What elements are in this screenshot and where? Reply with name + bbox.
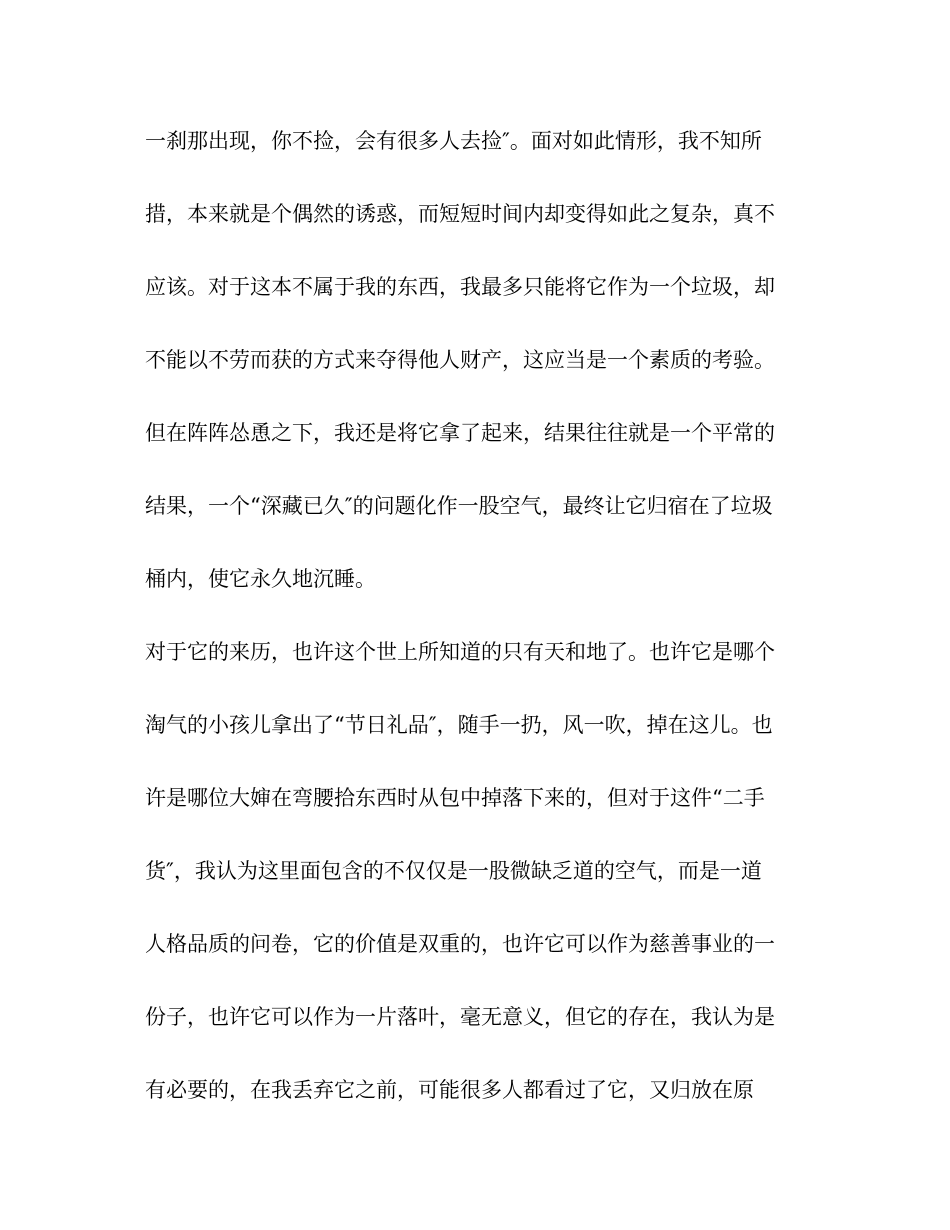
text-line: 淘气的小孩儿拿出了“节日礼品″，随手一扔，风一吹，掉在这儿。也 bbox=[145, 713, 773, 737]
text-line: 许是哪位大婶在弯腰拾东西时从包中掉落下来的，但对于这件“二手 bbox=[145, 786, 765, 810]
text-line: 一刹那出现，你不捡，会有很多人去捡″。面对如此情形，我不知所 bbox=[145, 129, 762, 153]
text-line: 桶内，使它永久地沉睡。 bbox=[145, 567, 376, 591]
text-line: 有必要的，在我丢弃它之前，可能很多人都看过了它，又归放在原 bbox=[145, 1078, 754, 1102]
text-line: 货″，我认为这里面包含的不仅仅是一股微缺乏道的空气，而是一道 bbox=[145, 859, 762, 883]
text-line: 应该。对于这本不属于我的东西，我最多只能将它作为一个垃圾，却 bbox=[145, 275, 775, 299]
text-line: 不能以不劳而获的方式来夺得他人财产，这应当是一个素质的考验。 bbox=[145, 348, 775, 372]
text-line: 但在阵阵怂恿之下，我还是将它拿了起来，结果往往就是一个平常的 bbox=[145, 421, 775, 445]
text-line: 人格品质的问卷，它的价值是双重的，也许它可以作为慈善事业的一 bbox=[145, 932, 775, 956]
text-line: 措，本来就是个偶然的诱惑，而短短时间内却变得如此之复杂，真不 bbox=[145, 202, 775, 226]
text-line: 对于它的来历，也许这个世上所知道的只有天和地了。也许它是哪个 bbox=[145, 640, 775, 664]
text-line: 结果，一个“深藏已久″的问题化作一股空气，最终让它归宿在了垃圾 bbox=[145, 494, 773, 518]
text-line: 份子，也许它可以作为一片落叶，毫无意义，但它的存在，我认为是 bbox=[145, 1005, 775, 1029]
